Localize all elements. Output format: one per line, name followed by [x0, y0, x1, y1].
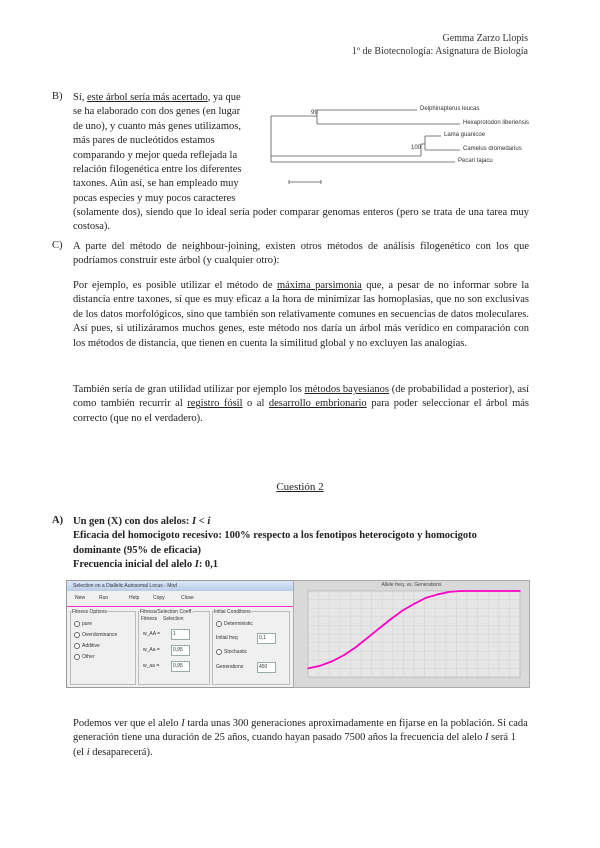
data-point [331, 661, 332, 662]
tab-selection[interactable]: Selection [163, 616, 184, 622]
phylogenetic-tree [265, 98, 545, 193]
fitness-params-label: Fitness/Selection Coeff. [140, 609, 193, 615]
bootstrap-99: 99 [311, 110, 318, 116]
section-b-label: B) [52, 91, 63, 102]
taxon-delphinapterus: Delphinapterus leucas [420, 106, 480, 112]
tab-fitness[interactable]: Fitness [141, 616, 158, 622]
option-additive: Additive [82, 643, 100, 649]
data-point [472, 590, 473, 591]
fitness-wbb-input[interactable]: 0,95 [171, 661, 190, 672]
section-a-label: A) [52, 515, 64, 526]
page-header [352, 32, 528, 58]
option-pure: pure [82, 621, 93, 627]
efficacy-line: Eficacia del homocigoto recesivo: 100% respecto a los fenotipos heterocigoto y homocigoto dominante (95% de eficacia) [73, 530, 477, 556]
data-point [402, 610, 403, 611]
data-point [519, 590, 520, 591]
radio-additive[interactable] [74, 643, 80, 649]
toolbar-run-button[interactable]: Run [99, 595, 109, 601]
section-b-tail: (solamente dos), siendo que lo ideal sería poder comparar genomas enteros (pero se trata de una tarea muy costosa). [73, 207, 529, 233]
toolbar-help-button[interactable]: Help [129, 595, 140, 601]
radio-pure[interactable] [74, 621, 80, 627]
term-maxima-parsimonia: máxima parsimonia [276, 280, 362, 291]
data-point [460, 590, 461, 591]
toolbar-divider [67, 606, 293, 607]
fitness-wbb-label: w_aa = [143, 663, 160, 669]
toolbar [69, 595, 291, 605]
generations-input[interactable]: 450 [257, 662, 276, 673]
section-c-paragraph-1: Por ejemplo, es posible utilizar el método de máxima parsimonia que, a pesar de no informar sobre la distancia entre taxones, sí que es muy eficaz a la hora de minimizar las homoplasias, que no son exclusivas de los datos morfológicos, sino que también son relativamente comunes en secuencias de datos moleculares. Así pues, si utilizáramos muchos genes, este método nos daría un árbol más verídico en comparación con los métodos de distancia, que tienen en cuenta la similitud global y no excluyen las analogías. [73, 280, 529, 349]
initial-freq-label: Initial freq [216, 635, 238, 641]
fitness-options-label: Fitness Options [72, 609, 107, 615]
fitness-wab-label: w_Aa = [143, 647, 160, 653]
fitness-waa-label: w_AA = [143, 631, 161, 637]
course-name: 1º de Biotecnología: Asignatura de Biología [351, 46, 528, 57]
mode-stochastic: Stochastic [224, 649, 248, 655]
gene-line: Un gen (X) con dos alelos: I < i [73, 516, 211, 527]
allele-chart [293, 580, 530, 688]
section-c-label: C) [52, 240, 63, 251]
data-point [378, 628, 379, 629]
toolbar-new-button[interactable]: New [75, 595, 86, 601]
section-b-text: Sí, este árbol sería más acertado, ya que se ha elaborado con dos genes (en lugar de uno), y cuanto más genes utilizamos, más pares de nucleótidos estamos comparando y mejor queda reflejada la relación filogenética entre los diferentes taxones. Aún así, se han empleado muy pocas especies y muy pocos caracteres [73, 92, 242, 204]
option-other: Other [82, 654, 95, 660]
initial-conditions-label: Initial Conditions [214, 609, 251, 615]
window-title: Selection on a Diallelic Autosomal Locus - Mod [73, 583, 177, 589]
initial-freq-input[interactable]: 0,1 [257, 633, 276, 644]
initial-frequency-line: Frecuencia inicial del alelo I: 0,1 [73, 559, 219, 571]
option-overdominance: Overdominance [82, 632, 118, 638]
data-point [354, 647, 355, 648]
toolbar-close-button[interactable]: Close [181, 595, 194, 601]
taxon-lama: Lama guanicoe [444, 132, 486, 138]
term-metodos-bayesianos: métodos bayesianos [304, 384, 389, 395]
data-point [390, 619, 391, 620]
chart-svg [294, 581, 529, 687]
chart-title: Allele freq. vs. Generations [381, 582, 442, 588]
radio-overdominance[interactable] [74, 632, 80, 638]
data-point [343, 655, 344, 656]
author-name: Gemma Zarzo Llopis [442, 33, 528, 44]
data-point [496, 590, 497, 591]
data-point [413, 603, 414, 604]
radio-stochastic[interactable] [216, 649, 222, 655]
bootstrap-100: 100 [411, 145, 422, 151]
radio-other[interactable] [74, 654, 80, 660]
simulator-window [66, 580, 294, 688]
data-point [319, 665, 320, 666]
section-a-text [73, 515, 513, 573]
question-title: Cuestión 2 [276, 481, 324, 493]
fitness-waa-input[interactable]: 1 [171, 629, 190, 640]
term-desarrollo-embrionario: desarrollo embrionario [268, 398, 367, 410]
data-point [437, 594, 438, 595]
taxon-pecari: Pecari tajacu [458, 158, 493, 164]
mode-deterministic: Deterministic [224, 621, 253, 627]
data-point [366, 638, 367, 639]
data-point [449, 591, 450, 592]
generations-label: Generations [216, 664, 244, 670]
taxon-hexaprotodon: Hexaprotodon liberiensis [463, 120, 530, 126]
radio-deterministic[interactable] [216, 621, 222, 627]
data-point [307, 668, 308, 669]
fitness-wab-input[interactable]: 0,95 [171, 645, 190, 656]
acertado-underlined: este árbol sería más acertado [87, 92, 208, 103]
fitness-options-group [70, 611, 136, 685]
taxon-camelus: Camelus dromedarius [463, 146, 522, 152]
conclusion-paragraph: Podemos ver que el alelo I tarda unas 300 generaciones aproximadamente en fijarse en la población. Si cada generación tiene una duración de 25 años, cuando hayan pasado 7500 años la frecuencia del alelo I será 1 (el i desaparecerá). [73, 718, 528, 758]
data-point [425, 597, 426, 598]
term-registro-fosil: registro fósil [187, 398, 243, 410]
toolbar-copy-button[interactable]: Copy [153, 595, 165, 601]
section-c-intro: A parte del método de neighbour-joining, existen otros métodos de análisis filogenético con los que podríamos construir este árbol (y cualquier otro): [73, 241, 529, 267]
section-c-paragraph-2: También sería de gran utilidad utilizar por ejemplo los métodos bayesianos (de probabilidad a posterior), así como también recurrir al registro fósil o al desarrollo embrionario para poder seleccionar el árbol más correcto (que no el verdadero). [73, 384, 530, 424]
